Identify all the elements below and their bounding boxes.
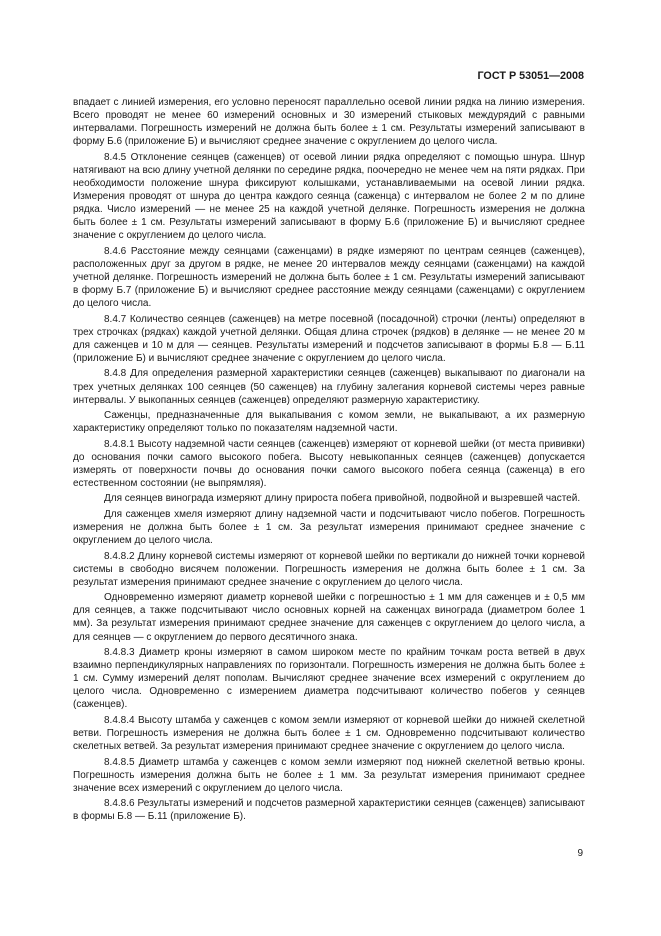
paragraph-grape-seedlings: Для сеянцев винограда измеряют длину прироста побега привойной, подвойной и вызревшей частей. (104, 493, 581, 505)
standard-header: ГОСТ Р 53051—2008 (477, 70, 584, 82)
paragraph-continuation: впадает с линией измерения, его условно переносят параллельно осевой линии рядка на линию измерения. Всего проводят не менее 60 измерений основных и 30 измерений стыковых междурядий с равными интервалами. Погрешность измерений не должна быть более ± 1 см. Результаты измерений записывают в форму Б.6 (приложение Б) и вычисляют среднее значение с округлением до целого числа. (73, 97, 585, 148)
paragraph-hop-seedlings: Для саженцев хмеля измеряют длину надземной части и подсчитывают число побегов. Погрешность измерения не должна быть более ± 1 см. За результат измерения принимают среднее значение с округлением до целого числа. (73, 508, 585, 547)
paragraph-8-4-7: 8.4.7 Количество сеянцев (саженцев) на метре посевной (посадочной) строчки (ленты) определяют в трех строчках (рядках) каждой учетной делянки. Общая длина строчек (рядков) в делянке — не менее 20 м для саженцев и 10 м для — сеянцев. Результаты измерений и подсчетов записывают в формы Б.8 — Б.11 (приложение Б) и вычисляют среднее значение с округлением до целого числа. (73, 313, 585, 364)
paragraph-8-4-8-1: 8.4.8.1 Высоту надземной части сеянцев (саженцев) измеряют от корневой шейки (от места прививки) до основания почки самого высокого побега. Высоту невыкопанных сеянцев (саженцев) допускается измерять от поверхности почвы до основания почки самого высокого побега сеянца (саженца) в его естественном состоянии (не выпрямляя). (73, 438, 585, 489)
paragraph-8-4-8-note: Саженцы, предназначенные для выкапывания с комом земли, не выкапывают, а их размерную характеристику определяют только по показателям надземной части. (73, 410, 585, 435)
paragraph-8-4-8-2: 8.4.8.2 Длину корневой системы измеряют от корневой шейки по вертикали до нижней точки корневой системы в свободно висячем положении. Погрешность измерения не должна быть более ± 1 см. За результат измерения принимают среднее значение с округлением до целого числа. (73, 550, 585, 588)
paragraph-8-4-6: 8.4.6 Расстояние между сеянцами (саженцами) в рядке измеряют по центрам сеянцев (саженцев), расположенных друг за другом в рядке, не менее 20 интервалов между сеянцами (саженцами) на каждой учетной делянке. Погрешность измерений не должна быть более ± 1 см. Результаты измерений записывают в форму Б.7 (приложение Б) и вычисляют среднее расстояние между сеянцами (саженцами) с округлением до целого числа. (73, 245, 585, 310)
paragraph-root-collar: Одновременно измеряют диаметр корневой шейки с погрешностью ± 1 мм для саженцев и ± 0,5 мм для сеянцев, а также подсчитывают число основных корней на саженцах винограда (диаметром более 1 мм). За результат измерения принимают среднее значение для саженцев с округлением до целого числа, а для сеянцев — с округлением до первого десятичного знака. (73, 592, 585, 643)
paragraph-8-4-8: 8.4.8 Для определения размерной характеристики сеянцев (саженцев) выкапывают по диагонали на трех учетных делянках 100 сеянцев (50 саженцев) на глубину залегания корневой системы через равные интервалы. У выкопанных сеянцев (саженцев) определяют размерную характеристику. (73, 368, 585, 406)
paragraph-8-4-8-3: 8.4.8.3 Диаметр кроны измеряют в самом широком месте по крайним точкам роста ветвей в двух взаимно перпендикулярных направлениях по горизонтали. Погрешность измерения не должна быть более ± 1 см. Сумму измерений делят пополам. Вычисляют среднее значение всех измерений с округлением до целого числа. Одновременно с измерением диаметра подсчитывают количество побегов у сеянцев (саженцев). (73, 647, 585, 711)
paragraph-8-4-8-4: 8.4.8.4 Высоту штамба у саженцев с комом земли измеряют от корневой шейки до нижней скелетной ветви. Погрешность измерения не должна быть более ± 1 см. Одновременно подсчитывают количество скелетных ветвей. За результат измерения принимают среднее значение с округлением до целого числа. (73, 714, 585, 753)
document-body (73, 96, 585, 826)
paragraph-8-4-5: 8.4.5 Отклонение сеянцев (саженцев) от осевой линии рядка определяют с помощью шнура. Шнур натягивают на всю длину учетной делянки по середине рядка, поочередно не менее чем на пяти рядках. При необходимости положение шнура фиксируют колышками, устанавливаемыми на осевой линии рядка. Измерения проводят от шнура до центра каждого сеянца (саженца) с интервалом не более 2 м по длине рядка. Число измерений — не менее 25 на каждой учетной делянке. Погрешность измерения не должна быть более ± 1 см. Результаты измерений записывают в форму Б.6 (приложение Б) и вычисляют среднее значение с округлением до целого числа. (73, 151, 585, 242)
page-number: 9 (577, 848, 583, 859)
paragraph-8-4-8-6: 8.4.8.6 Результаты измерений и подсчетов размерной характеристики сеянцев (саженцев) записывают в формы Б.8 — Б.11 (приложение Б). (73, 798, 585, 823)
paragraph-8-4-8-5: 8.4.8.5 Диаметр штамба у саженцев с комом земли измеряют под нижней скелетной ветвью кроны. Погрешность измерения должна быть не более ± 1 мм. За результат измерения принимают среднее значение всех измерений с округлением до целого числа. (73, 756, 585, 794)
